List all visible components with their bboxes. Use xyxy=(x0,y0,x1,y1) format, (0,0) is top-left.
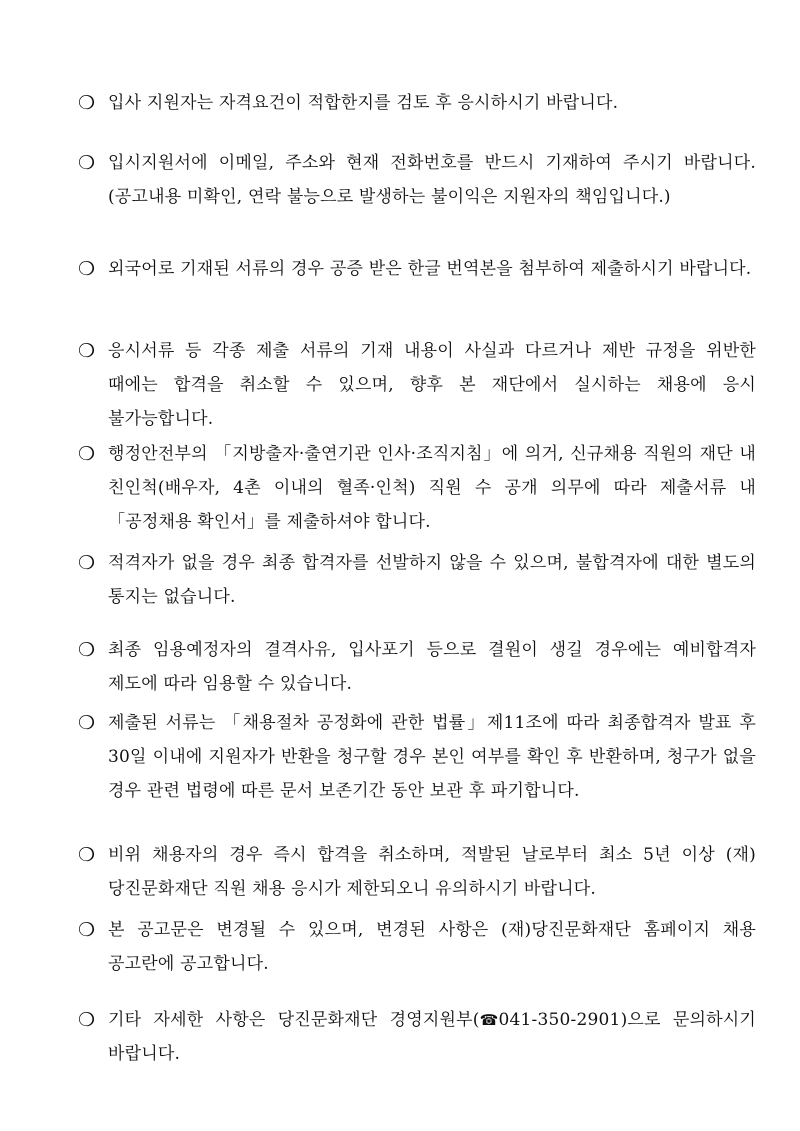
bullet-icon: ❍ xyxy=(78,443,96,465)
notice-text-contact xyxy=(108,1003,756,1071)
bullet-icon: ❍ xyxy=(78,712,96,734)
notice-item-1 xyxy=(78,86,756,120)
bullet-icon: ❍ xyxy=(78,92,96,114)
bullet-icon: ❍ xyxy=(78,1009,96,1031)
notice-item-4 xyxy=(78,334,756,436)
notice-item-6 xyxy=(78,546,756,614)
notice-item-8 xyxy=(78,706,756,808)
notice-text: 비위 채용자의 경우 즉시 합격을 취소하며, 적발된 날로부터 최소 5년 이상 (재)당진문화재단 직원 채용 응시가 제한되오니 유의하시기 바랍니다. xyxy=(108,845,756,899)
notice-text: 행정안전부의 「지방출자·출연기관 인사·조직지침」에 의거, 신규채용 직원의 재단 내 친인척(배우자, 4촌 이내의 혈족·인척) 직원 수 공개 의무에 따라 제출서류 내 「공정채용 확인서」를 제출하셔야 합니다. xyxy=(108,444,756,532)
bullet-icon: ❍ xyxy=(78,639,96,661)
notice-text: 입사 지원자는 자격요건이 적합한지를 검토 후 응시하시기 바랍니다. xyxy=(108,93,619,113)
bullet-icon: ❍ xyxy=(78,152,96,174)
bullet-icon: ❍ xyxy=(78,919,96,941)
notice-text: 응시서류 등 각종 제출 서류의 기재 내용이 사실과 다르거나 제반 규정을 위반한 때에는 합격을 취소할 수 있으며, 향후 본 재단에서 실시하는 채용에 응시 불가능합니다. xyxy=(108,341,756,429)
phone-number: 041-350-2901 xyxy=(498,1010,621,1030)
notice-item-9 xyxy=(78,838,756,906)
notice-item-5 xyxy=(78,437,756,539)
bullet-icon: ❍ xyxy=(78,552,96,574)
notice-item-11 xyxy=(78,1003,756,1071)
notice-item-3 xyxy=(78,252,756,286)
notice-text: 외국어로 기재된 서류의 경우 공증 받은 한글 번역본을 첨부하여 제출하시기 바랍니다. xyxy=(108,259,752,279)
bullet-icon: ❍ xyxy=(78,258,96,280)
bullet-icon: ❍ xyxy=(78,844,96,866)
notice-item-7 xyxy=(78,633,756,701)
notice-text: 본 공고문은 변경될 수 있으며, 변경된 사항은 (재)당진문화재단 홈페이지 채용 공고란에 공고합니다. xyxy=(108,920,756,974)
notice-text: 제출된 서류는 「채용절차 공정화에 관한 법률」제11조에 따라 최종합격자 발표 후 30일 이내에 지원자가 반환을 청구할 경우 본인 여부를 확인 후 반환하며, 청구가 없을 경우 관련 법령에 따른 문서 보존기간 동안 보관 후 파기합니다. xyxy=(108,713,756,801)
notice-item-10 xyxy=(78,913,756,981)
notice-item-2 xyxy=(78,146,756,214)
notice-text: 최종 임용예정자의 결격사유, 입사포기 등으로 결원이 생길 경우에는 예비합격자 제도에 따라 임용할 수 있습니다. xyxy=(108,640,756,694)
bullet-icon: ❍ xyxy=(78,340,96,362)
contact-text-after: )으로 문의하시기 바랍니다. xyxy=(108,1010,756,1064)
phone-icon: ☎ xyxy=(479,1011,499,1029)
notice-text: 입시지원서에 이메일, 주소와 현재 전화번호를 반드시 기재하여 주시기 바랍니다. (공고내용 미확인, 연락 불능으로 발생하는 불이익은 지원자의 책임입니다.) xyxy=(108,153,756,207)
contact-text-before: 기타 자세한 사항은 당진문화재단 경영지원부( xyxy=(108,1010,480,1030)
notice-text: 적격자가 없을 경우 최종 합격자를 선발하지 않을 수 있으며, 불합격자에 대한 별도의 통지는 없습니다. xyxy=(108,553,756,607)
